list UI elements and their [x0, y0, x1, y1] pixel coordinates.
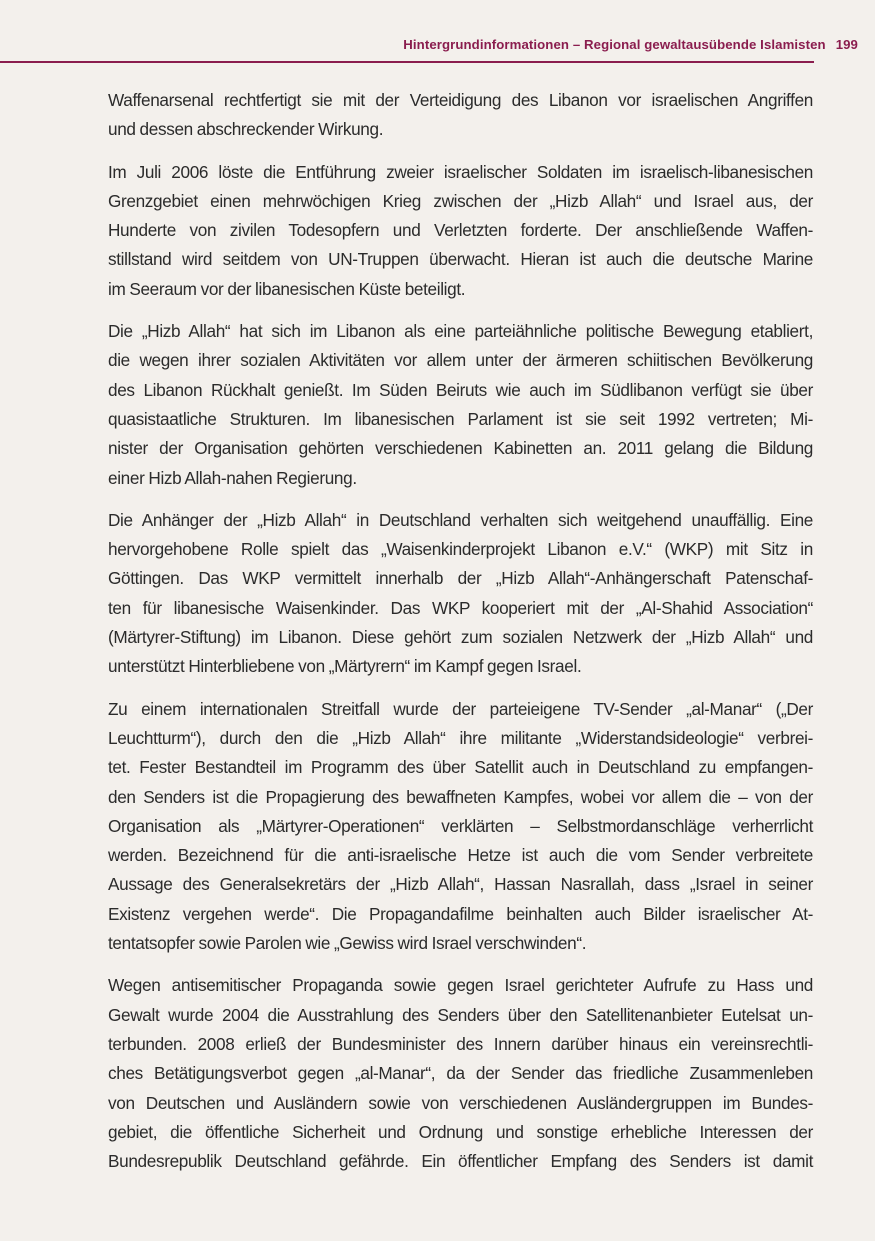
running-title: Hintergrundinformationen – Regional gewaltausübende Islamisten	[403, 37, 826, 52]
text-line: die wegen ihrer sozialen Aktivitäten vor allem unter der ärmeren schiitischen Bevölkerung	[108, 350, 813, 371]
text-line: ten für libanesische Waisenkinder. Das WKP kooperiert mit der „Al-Shahid Association“	[108, 597, 813, 618]
text-line: Wegen antisemitischer Propaganda sowie gegen Israel gerichteter Aufrufe zu Hass und	[108, 975, 813, 996]
text-line: werden. Bezeichnend für die anti-israelische Hetze ist auch die vom Sender verbreitete	[108, 845, 813, 866]
text-line: Bundesrepublik Deutschland gefährde. Ein öffentlicher Empfang des Senders ist damit	[108, 1151, 813, 1172]
text-line: nister der Organisation gehörten verschiedenen Kabinetten an. 2011 gelang die Bildung	[108, 438, 813, 459]
text-line: Grenzgebiet einen mehrwöchigen Krieg zwischen der „Hizb Allah“ und Israel aus, der	[108, 190, 813, 211]
text-line: Existenz vergehen werde“. Die Propagandafilme beinhalten auch Bilder israelischer At-	[108, 903, 813, 924]
text-line: Waffenarsenal rechtfertigt sie mit der Verteidigung des Libanon vor israelischen Angriffen	[108, 90, 813, 110]
text-line: und dessen abschreckender Wirkung.	[108, 119, 384, 140]
paragraph	[108, 695, 813, 959]
body-text	[108, 86, 813, 1189]
text-line: stillstand wird seitdem von UN-Truppen überwacht. Hieran ist auch die deutsche Marine	[108, 249, 813, 270]
text-line: im Seeraum vor der libanesischen Küste beteiligt.	[108, 278, 466, 299]
text-line: Leuchtturm“), durch den die „Hizb Allah“ ihre militante „Widerstandsideologie“ verbrei-	[108, 727, 813, 748]
text-line: Hunderte von zivilen Todesopfern und Verletzten forderte. Der anschließende Waffen-	[108, 220, 813, 241]
paragraph	[108, 86, 813, 145]
text-line: (Märtyrer-Stiftung) im Libanon. Diese gehört zum sozialen Netzwerk der „Hizb Allah“ und	[108, 627, 813, 648]
text-line: Die „Hizb Allah“ hat sich im Libanon als eine parteiähnliche politische Bewegung etabliert,	[108, 321, 813, 342]
text-line: hervorgehobene Rolle spielt das „Waisenkinderprojekt Libanon e.V.“ (WKP) mit Sitz in	[108, 539, 813, 560]
paragraph	[108, 971, 813, 1176]
text-line: Die Anhänger der „Hizb Allah“ in Deutschland verhalten sich weitgehend unauffällig. Eine	[108, 509, 813, 530]
text-line: quasistaatliche Strukturen. Im libanesischen Parlament ist sie seit 1992 vertreten; Mi-	[108, 408, 813, 429]
header-rule	[0, 61, 814, 63]
page-number: 199	[835, 37, 858, 52]
text-line: Göttingen. Das WKP vermittelt innerhalb der „Hizb Allah“-Anhängerschaft Patenschaf-	[108, 568, 813, 589]
text-line: terbunden. 2008 erließ der Bundesminister des Innern darüber hinaus ein vereinsrechtli-	[108, 1033, 813, 1054]
text-line: von Deutschen und Ausländern sowie von verschiedenen Ausländergruppen im Bundes-	[108, 1092, 813, 1113]
paragraph	[108, 158, 813, 304]
text-line: den Senders ist die Propagierung des bewaffneten Kampfes, wobei vor allem die – von der	[108, 786, 813, 807]
text-line: tet. Fester Bestandteil im Programm des über Satellit auch in Deutschland zu empfangen-	[108, 757, 813, 778]
text-line: Aussage des Generalsekretärs der „Hizb Allah“, Hassan Nasrallah, dass „Israel in seiner	[108, 874, 813, 895]
text-line: des Libanon Rückhalt genießt. Im Süden Beiruts wie auch im Südlibanon verfügt sie über	[108, 379, 813, 400]
text-line: Zu einem internationalen Streitfall wurde der parteieigene TV-Sender „al-Manar“ („Der	[108, 698, 813, 719]
paragraph	[108, 506, 813, 682]
text-line: Gewalt wurde 2004 die Ausstrahlung des Senders über den Satellitenanbieter Eutelsat un-	[108, 1004, 813, 1025]
text-line: Organisation als „Märtyrer-Operationen“ verklärten – Selbstmordanschläge verherrlicht	[108, 815, 813, 836]
text-line: tentatsopfer sowie Parolen wie „Gewiss wird Israel verschwinden“.	[108, 933, 587, 954]
text-line: unterstützt Hinterbliebene von „Märtyrern“ im Kampf gegen Israel.	[108, 656, 582, 677]
paragraph	[108, 317, 813, 493]
text-line: Im Juli 2006 löste die Entführung zweier israelischer Soldaten im israelisch-libanesischen	[108, 161, 813, 182]
running-header	[0, 37, 858, 52]
text-line: ches Betätigungsverbot gegen „al-Manar“, da der Sender das friedliche Zusammenleben	[108, 1063, 813, 1084]
text-line: einer Hizb Allah-nahen Regierung.	[108, 467, 357, 488]
text-line: gebiet, die öffentliche Sicherheit und Ordnung und sonstige erhebliche Interessen der	[108, 1121, 813, 1142]
